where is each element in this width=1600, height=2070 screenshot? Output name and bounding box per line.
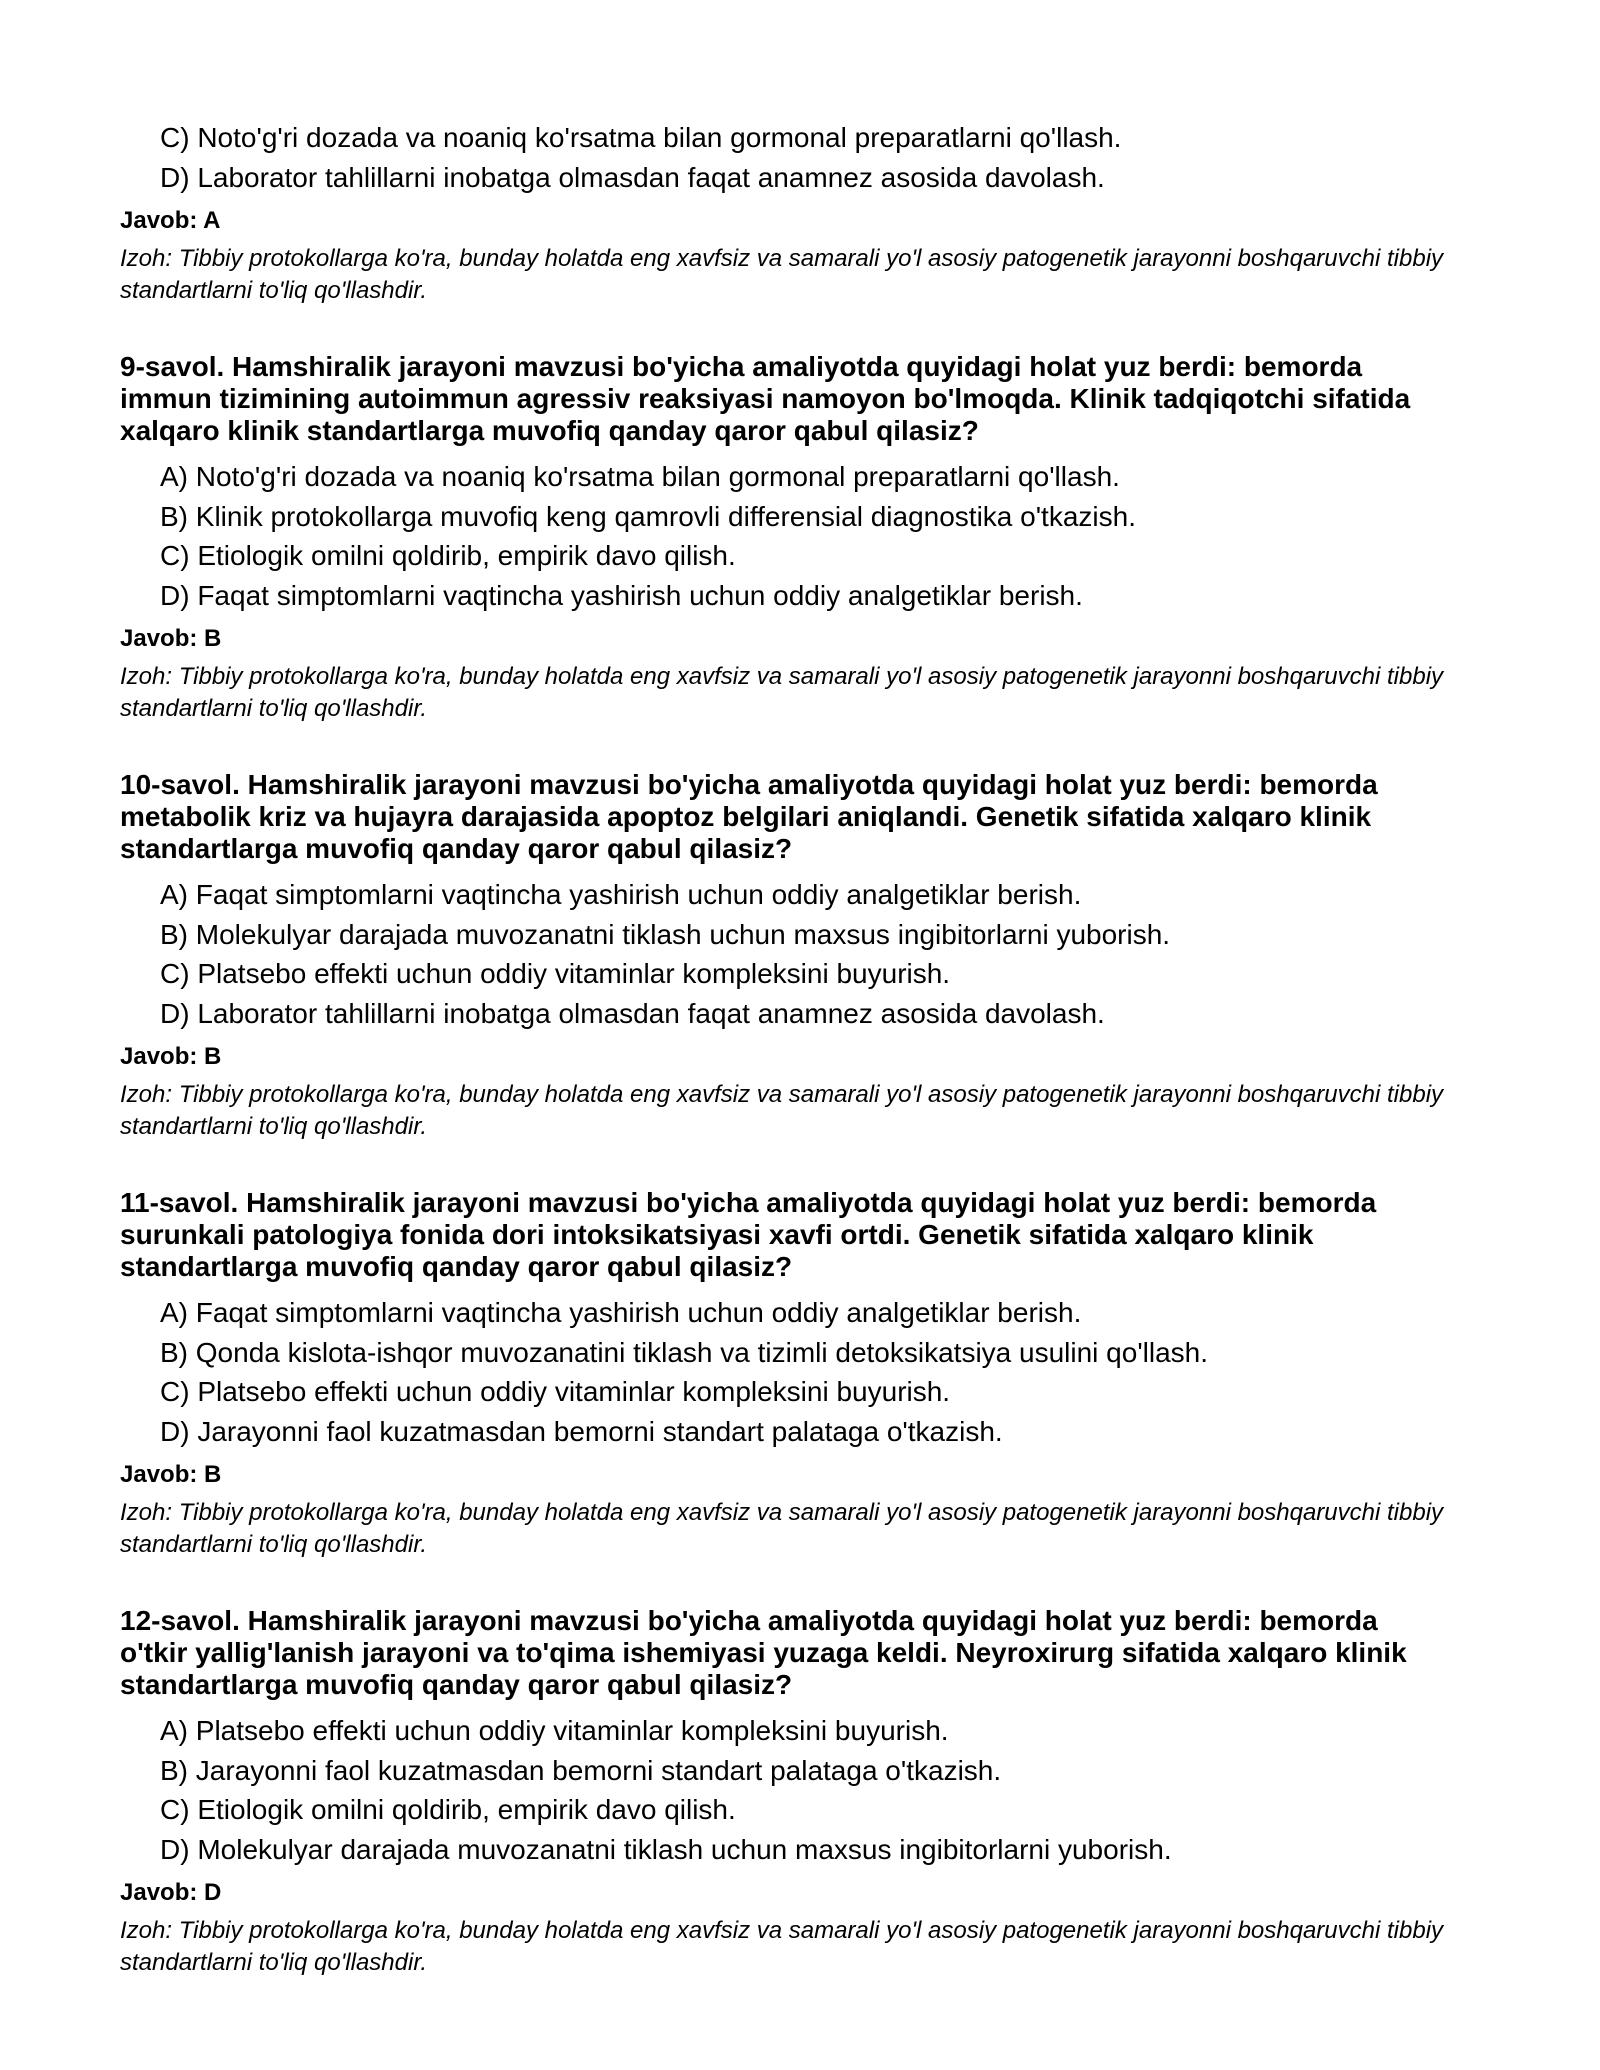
option-a: A) Faqat simptomlarni vaqtincha yashirish uchun oddiy analgetiklar berish. — [160, 1297, 1082, 1328]
explanation-note: Izoh: Tibbiy protokollarga ko'ra, bunday holatda eng xavfsiz va samarali yo'l asosiy patogenetik jarayonni boshqaruvchi tibbiy standartlarni to'liq qo'llashdir. — [120, 663, 1444, 722]
option-b: B) Molekulyar darajada muvozanatni tiklash uchun maxsus ingibitorlarni yuborish. — [160, 918, 1171, 950]
question-8-continuation — [120, 118, 1450, 307]
option-d: D) Laborator tahlillarni inobatga olmasdan faqat anamnez asosida davolash. — [160, 997, 1105, 1029]
question-12 — [120, 1605, 1450, 1979]
option-d: D) Faqat simptomlarni vaqtincha yashirish uchun oddiy analgetiklar berish. — [160, 579, 1083, 611]
option-list — [120, 1711, 1450, 1869]
question-heading: 12-savol. Hamshiralik jarayoni mavzusi bo'yicha amaliyotda quyidagi holat yuz berdi: bemorda o'tkir yallig'lanish jarayoni va to'qima ishemiyasi yuzaga keldi. Neyroxirurg sifatida xalqaro klinik standartlarga muvofiq qanday qaror qabul qilasiz? — [120, 1605, 1407, 1700]
explanation-note: Izoh: Tibbiy protokollarga ko'ra, bunday holatda eng xavfsiz va samarali yo'l asosiy patogenetik jarayonni boshqaruvchi tibbiy standartlarni to'liq qo'llashdir. — [120, 1081, 1444, 1140]
explanation-note: Izoh: Tibbiy protokollarga ko'ra, bunday holatda eng xavfsiz va samarali yo'l asosiy patogenetik jarayonni boshqaruvchi tibbiy standartlarni to'liq qo'llashdir. — [120, 245, 1444, 304]
option-b: B) Qonda kislota-ishqor muvozanatini tiklash va tizimli detoksikatsiya usulini qo'llash. — [160, 1336, 1209, 1368]
question-11 — [120, 1187, 1450, 1561]
option-c: C) Platsebo effekti uchun oddiy vitaminlar kompleksini buyurish. — [160, 1376, 951, 1407]
option-list — [120, 1293, 1450, 1451]
option-list — [120, 875, 1450, 1033]
option-d: D) Molekulyar darajada muvozanatni tiklash uchun maxsus ingibitorlarni yuborish. — [160, 1833, 1172, 1865]
option-b: B) Jarayonni faol kuzatmasdan bemorni standart palataga o'tkazish. — [160, 1754, 1002, 1786]
explanation-note: Izoh: Tibbiy protokollarga ko'ra, bunday holatda eng xavfsiz va samarali yo'l asosiy patogenetik jarayonni boshqaruvchi tibbiy standartlarni to'liq qo'llashdir. — [120, 1499, 1444, 1558]
answer-label: Javob: D — [120, 1879, 222, 1906]
question-heading: 11-savol. Hamshiralik jarayoni mavzusi bo'yicha amaliyotda quyidagi holat yuz berdi: bemorda surunkali patologiya fonida dori intoksikatsiyasi xavfi ortdi. Genetik sifatida xalqaro klinik standartlarga muvofiq qanday qaror qabul qilasiz? — [120, 1187, 1377, 1282]
option-list — [120, 457, 1450, 615]
answer-label: Javob: A — [120, 207, 221, 234]
option-d: D) Jarayonni faol kuzatmasdan bemorni standart palataga o'tkazish. — [160, 1415, 1003, 1447]
option-a: A) Noto'g'ri dozada va noaniq ko'rsatma bilan gormonal preparatlarni qo'llash. — [160, 461, 1120, 492]
answer-label: Javob: B — [120, 1043, 222, 1070]
option-a: A) Platsebo effekti uchun oddiy vitaminlar kompleksini buyurish. — [160, 1715, 949, 1746]
option-c: C) Platsebo effekti uchun oddiy vitaminlar kompleksini buyurish. — [160, 958, 951, 989]
question-10 — [120, 769, 1450, 1143]
question-heading: 9-savol. Hamshiralik jarayoni mavzusi bo'yicha amaliyotda quyidagi holat yuz berdi: bemorda immun tizimining autoimmun agressiv reaksiyasi namoyon bo'lmoqda. Klinik tadqiqotchi sifatida xalqaro klinik standartlarga muvofiq qanday qaror qabul qilasiz? — [120, 351, 1411, 446]
question-9 — [120, 351, 1450, 725]
option-list — [120, 118, 1450, 197]
answer-label: Javob: B — [120, 625, 222, 652]
option-c: C) Etiologik omilni qoldirib, empirik davo qilish. — [160, 1794, 736, 1825]
option-c: C) Noto'g'ri dozada va noaniq ko'rsatma bilan gormonal preparatlarni qo'llash. — [160, 122, 1122, 153]
question-heading: 10-savol. Hamshiralik jarayoni mavzusi bo'yicha amaliyotda quyidagi holat yuz berdi: bemorda metabolik kriz va hujayra darajasida apoptoz belgilari aniqlandi. Genetik sifatida xalqaro klinik standartlarga muvofiq qanday qaror qabul qilasiz? — [120, 769, 1378, 864]
explanation-note: Izoh: Tibbiy protokollarga ko'ra, bunday holatda eng xavfsiz va samarali yo'l asosiy patogenetik jarayonni boshqaruvchi tibbiy standartlarni to'liq qo'llashdir. — [120, 1917, 1444, 1976]
option-c: C) Etiologik omilni qoldirib, empirik davo qilish. — [160, 540, 736, 571]
option-a: A) Faqat simptomlarni vaqtincha yashirish uchun oddiy analgetiklar berish. — [160, 879, 1082, 910]
document-page — [120, 118, 1450, 2023]
answer-label: Javob: B — [120, 1461, 222, 1488]
option-b: B) Klinik protokollarga muvofiq keng qamrovli differensial diagnostika o'tkazish. — [160, 500, 1136, 532]
option-d: D) Laborator tahlillarni inobatga olmasdan faqat anamnez asosida davolash. — [160, 161, 1105, 193]
